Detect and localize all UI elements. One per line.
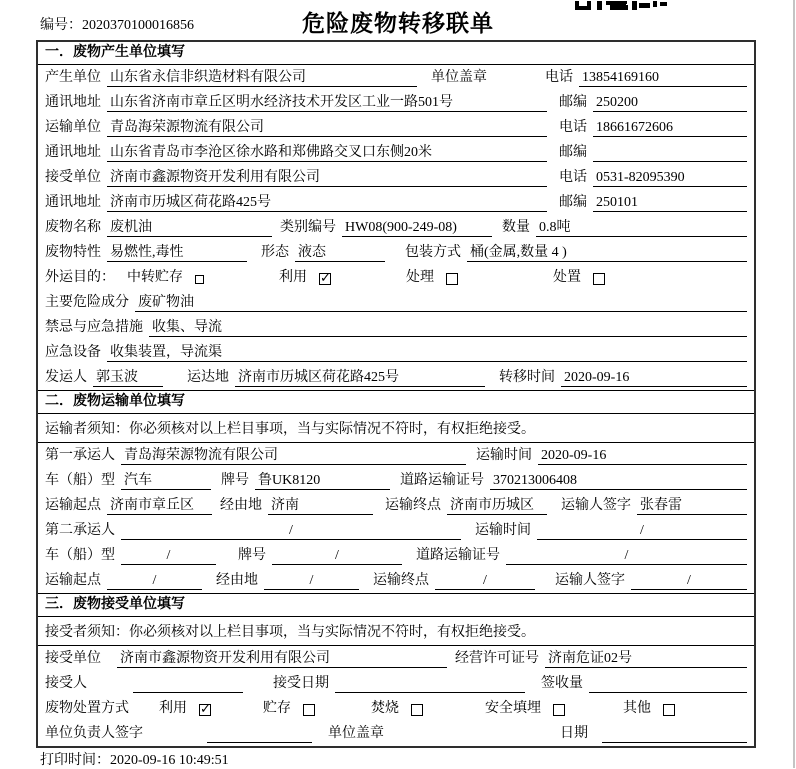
field-label: 中转贮存 (127, 270, 183, 285)
form-row (38, 493, 754, 518)
field-label: 通讯地址 (45, 195, 101, 210)
field-label: 数量 (502, 220, 530, 235)
field-label: 焚烧 (371, 701, 399, 716)
form-row (38, 518, 754, 543)
form-field (45, 144, 547, 162)
field-label: 单位盖章 (431, 70, 487, 85)
form-field (371, 700, 423, 718)
form-row (38, 215, 754, 240)
form-field (545, 69, 747, 87)
field-value: 郭玉波 (93, 369, 163, 387)
checkbox-unchecked-icon (553, 704, 565, 716)
field-value: / (537, 522, 747, 540)
field-label: 电话 (559, 170, 587, 185)
field-label: 电话 (545, 70, 573, 85)
field-value: 山东省永信非织造材料有限公司 (107, 69, 417, 87)
form-field (45, 700, 135, 718)
field-value: / (506, 547, 747, 565)
field-label: 类别编号 (280, 220, 336, 235)
notice-text: 运输者须知：你必须核对以上栏目事项，当与实际情况不符时，有权拒绝接受。 (45, 422, 535, 437)
form-field (261, 244, 385, 262)
page-title: 危险废物转移联单 (302, 11, 494, 36)
form-field (45, 94, 547, 112)
field-label: 接受单位 (45, 170, 101, 185)
field-label: 其他 (623, 701, 651, 716)
qr-code-fragment (575, 0, 667, 10)
notice-text: 接受者须知：你必须核对以上栏目事项，当与实际情况不符时，有权拒绝接受。 (45, 625, 535, 640)
form-field (45, 725, 312, 743)
form-row (38, 65, 754, 90)
field-value: 液态 (295, 244, 385, 262)
field-value (593, 144, 747, 162)
field-value: 鲁UK8120 (255, 472, 390, 490)
form-row (38, 165, 754, 190)
field-label: 牌号 (221, 473, 249, 488)
form-row (38, 365, 754, 390)
serial-label: 编号： (40, 18, 82, 33)
field-value: 济南市历城区 (447, 497, 547, 515)
field-value: 青岛海荣源物流有限公司 (107, 119, 547, 137)
form-field (559, 169, 747, 187)
field-label: 第一承运人 (45, 448, 115, 463)
section-header: 一．废物产生单位填写 (38, 42, 754, 65)
form-field (221, 472, 390, 490)
field-value: 桶(金属,数量 4 ) (467, 244, 747, 262)
field-label: 日期 (560, 726, 588, 741)
field-value: HW08(900-249-08) (342, 219, 492, 237)
field-label: 道路运输证号 (416, 548, 500, 563)
field-label: 签收量 (541, 676, 583, 691)
form-field (431, 69, 493, 87)
notice-row (38, 617, 754, 646)
form-field (416, 547, 747, 565)
field-value: 易燃性,毒性 (107, 244, 247, 262)
form-field (45, 522, 461, 540)
field-label: 牌号 (238, 548, 266, 563)
checkbox-unchecked-icon (195, 275, 204, 284)
field-label: 邮编 (559, 95, 587, 110)
form-field (553, 269, 605, 287)
form-field (159, 700, 211, 718)
field-value: 0531-82095390 (593, 169, 747, 187)
field-value (335, 675, 525, 693)
form-field (45, 269, 121, 287)
field-label: 单位负责人签字 (45, 726, 143, 741)
form-field (502, 219, 747, 237)
form-field (559, 94, 747, 112)
field-label: 单位盖章 (328, 726, 384, 741)
form-field (406, 269, 458, 287)
form-field (385, 497, 547, 515)
form-row (38, 90, 754, 115)
form-row (38, 140, 754, 165)
field-value: 济南市鑫源物资开发利用有限公司 (117, 650, 447, 668)
field-label: 形态 (261, 245, 289, 260)
form-field (602, 725, 747, 743)
form-field (476, 447, 747, 465)
field-label: 禁忌与应急措施 (45, 320, 143, 335)
serial-value: 2020370100016856 (82, 18, 194, 33)
field-label: 接受日期 (273, 676, 329, 691)
field-value: 收集装置，导流渠 (107, 344, 747, 362)
checkbox-unchecked-icon (663, 704, 675, 716)
form-field (559, 119, 747, 137)
form-field (45, 219, 272, 237)
form-row (38, 290, 754, 315)
form-field (45, 344, 747, 362)
field-label: 车（船）型 (45, 473, 115, 488)
field-label: 发运人 (45, 370, 87, 385)
field-label: 废物处置方式 (45, 701, 129, 716)
form-row (38, 240, 754, 265)
page-edge (793, 0, 795, 768)
field-value: 370213006408 (490, 472, 747, 490)
field-label: 处置 (553, 270, 581, 285)
field-value: / (107, 572, 202, 590)
field-label: 经营许可证号 (455, 651, 539, 666)
field-value: 青岛海荣源物流有限公司 (121, 447, 466, 465)
form-field (45, 194, 547, 212)
field-label: 经由地 (220, 498, 262, 513)
form-field (45, 472, 211, 490)
form-row (38, 315, 754, 340)
field-value: 废矿物油 (135, 294, 747, 312)
form-row (38, 340, 754, 365)
form-field (561, 497, 747, 515)
form-field (328, 725, 390, 743)
form-field (559, 144, 747, 162)
field-value: 张春雷 (637, 497, 747, 515)
field-label: 处理 (406, 270, 434, 285)
field-value: 山东省青岛市李沧区徐水路和郑佛路交叉口东侧20米 (107, 144, 547, 162)
checkbox-unchecked-icon (411, 704, 423, 716)
form-field (455, 650, 747, 668)
field-value: 济南市历城区荷花路425号 (107, 194, 547, 212)
field-label: 车（船）型 (45, 548, 115, 563)
field-label: 运输时间 (475, 523, 531, 538)
print-time-value: 2020-09-16 10:49:51 (110, 753, 229, 768)
field-label: 产生单位 (45, 70, 101, 85)
form-field (45, 547, 216, 565)
field-value: 废机油 (107, 219, 272, 237)
field-value: 250101 (593, 194, 747, 212)
form-field (280, 219, 492, 237)
field-label: 运输时间 (476, 448, 532, 463)
field-label: 第二承运人 (45, 523, 115, 538)
form-field (45, 497, 212, 515)
checkbox-unchecked-icon (303, 704, 315, 716)
form-field (45, 319, 747, 337)
form-field (273, 675, 525, 693)
form-field (187, 369, 485, 387)
form-field (405, 244, 747, 262)
form-field (216, 572, 359, 590)
field-value: 山东省济南市章丘区明水经济技术开发区工业一路501号 (107, 94, 547, 112)
checkbox-checked-icon: ✓ (200, 702, 211, 717)
form-field (559, 194, 747, 212)
form-field (263, 700, 315, 718)
form-row (38, 115, 754, 140)
checkbox-unchecked-icon (593, 273, 605, 285)
field-label: 废物特性 (45, 245, 101, 260)
field-label: 包装方式 (405, 245, 461, 260)
section-header: 二．废物运输单位填写 (38, 390, 754, 414)
field-label: 运输起点 (45, 573, 101, 588)
field-value: 250200 (593, 94, 747, 112)
field-label: 利用 (159, 701, 187, 716)
checkbox-unchecked-icon (446, 273, 458, 285)
form-field (400, 472, 747, 490)
field-label: 电话 (559, 120, 587, 135)
form-row (38, 671, 754, 696)
form-field (45, 572, 202, 590)
field-value (133, 675, 243, 693)
section-header: 三．废物接受单位填写 (38, 593, 754, 617)
field-value: 汽车 (121, 472, 211, 490)
print-time-label: 打印时间： (40, 753, 110, 768)
field-label: 运输人签字 (561, 498, 631, 513)
form-field (45, 244, 247, 262)
form-field (127, 269, 204, 287)
form-row (38, 543, 754, 568)
field-label: 接受人 (45, 676, 87, 691)
field-label: 通讯地址 (45, 145, 101, 160)
field-value: 18661672606 (593, 119, 747, 137)
form-row (38, 468, 754, 493)
field-label: 外运目的： (45, 270, 115, 285)
form-row (38, 721, 754, 746)
field-value: 13854169160 (579, 69, 747, 87)
field-value: / (272, 547, 402, 565)
field-value: / (264, 572, 359, 590)
field-value (589, 675, 747, 693)
field-value: 济南市历城区荷花路425号 (235, 369, 485, 387)
field-value: 济南危证02号 (545, 650, 747, 668)
field-value (207, 725, 312, 743)
field-value: / (631, 572, 747, 590)
field-value: / (121, 522, 461, 540)
form-field (220, 497, 373, 515)
manifest-form (36, 40, 756, 748)
form-field (373, 572, 535, 590)
field-label: 经由地 (216, 573, 258, 588)
field-value: / (121, 547, 216, 565)
field-label: 利用 (279, 270, 307, 285)
field-value: 济南市鑫源物资开发利用有限公司 (107, 169, 547, 187)
checkbox-checked-icon: ✓ (320, 271, 331, 286)
field-label: 运输起点 (45, 498, 101, 513)
notice-row (38, 414, 754, 443)
field-value: / (435, 572, 535, 590)
form-row (38, 265, 754, 290)
field-value: 2020-09-16 (561, 369, 747, 387)
form-row (38, 443, 754, 468)
form-row (38, 190, 754, 215)
form-field (623, 700, 675, 718)
form-field (475, 522, 747, 540)
form-field (45, 369, 163, 387)
field-label: 转移时间 (499, 370, 555, 385)
field-label: 废物名称 (45, 220, 101, 235)
field-label: 贮存 (263, 701, 291, 716)
field-label: 运达地 (187, 370, 229, 385)
form-field (555, 572, 747, 590)
form-field (45, 675, 243, 693)
form-field (560, 725, 594, 743)
field-value: 济南市章丘区 (107, 497, 212, 515)
field-value (602, 725, 747, 743)
field-label: 运输单位 (45, 120, 101, 135)
form-field (485, 700, 565, 718)
field-label: 邮编 (559, 195, 587, 210)
field-label: 运输人签字 (555, 573, 625, 588)
field-label: 安全填埋 (485, 701, 541, 716)
form-field (541, 675, 747, 693)
field-label: 主要危险成分 (45, 295, 129, 310)
field-value: 济南 (268, 497, 373, 515)
form-field (45, 650, 447, 668)
print-time (40, 749, 229, 769)
form-row (38, 646, 754, 671)
field-label: 道路运输证号 (400, 473, 484, 488)
form-field (499, 369, 747, 387)
field-label: 运输终点 (385, 498, 441, 513)
field-label: 运输终点 (373, 573, 429, 588)
form-row (38, 696, 754, 721)
field-value: 2020-09-16 (538, 447, 747, 465)
field-label: 应急设备 (45, 345, 101, 360)
field-label: 通讯地址 (45, 95, 101, 110)
form-field (45, 69, 417, 87)
form-field (279, 269, 331, 287)
field-label: 接受单位 (45, 651, 101, 666)
form-field (45, 447, 466, 465)
form-field (238, 547, 402, 565)
field-label: 邮编 (559, 145, 587, 160)
form-field (45, 119, 547, 137)
field-value: 收集、导流 (149, 319, 747, 337)
form-field (45, 294, 747, 312)
field-value: 0.8吨 (536, 219, 747, 237)
form-row (38, 568, 754, 593)
form-field (45, 169, 547, 187)
